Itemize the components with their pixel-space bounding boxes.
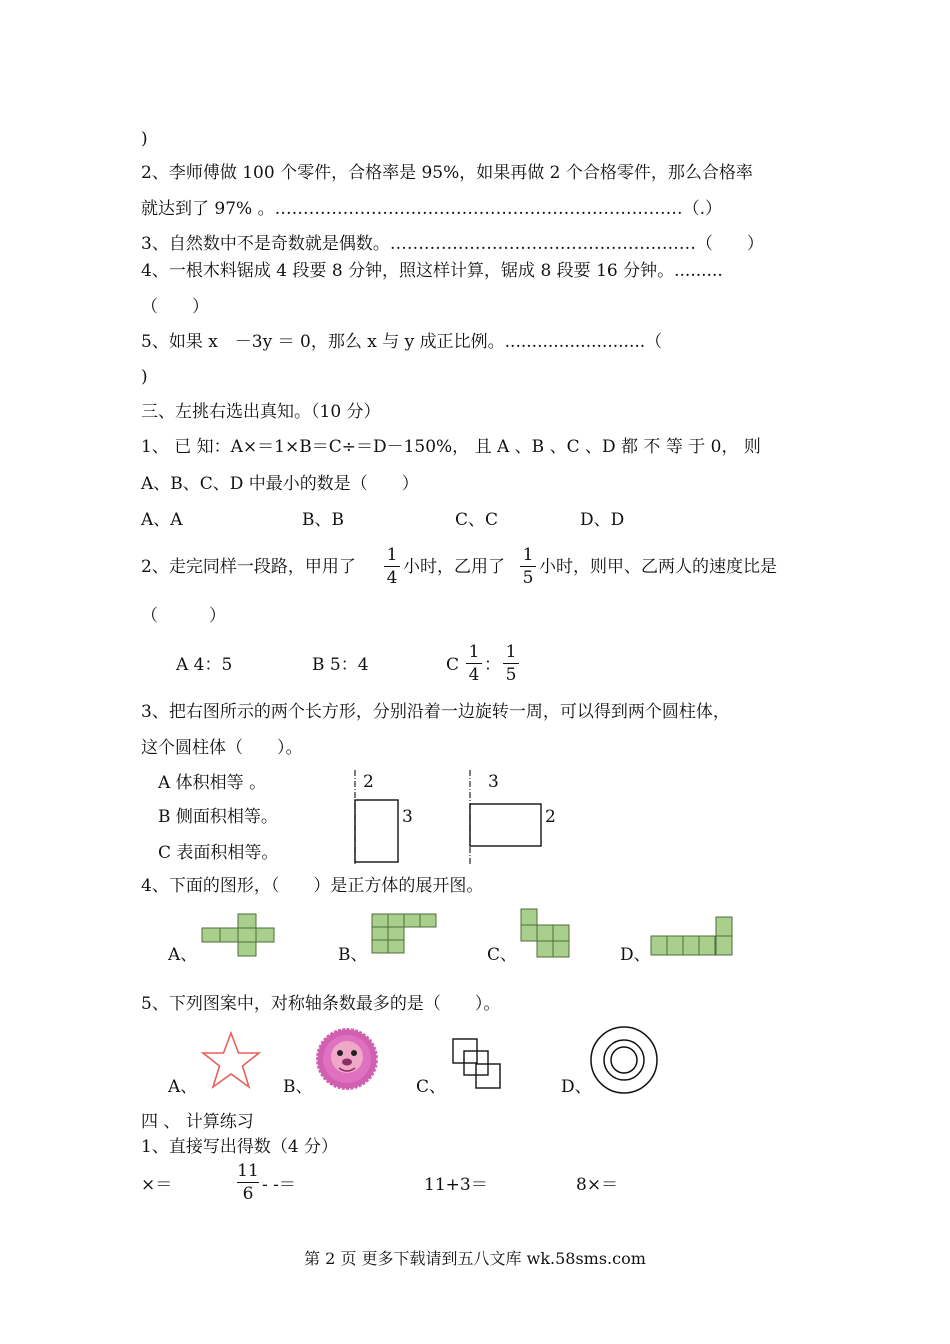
answer-blank: （ ） — [141, 606, 226, 626]
option-a: A 4：5 — [176, 655, 233, 675]
section-heading: 三、左挑右选出真知。（10 分） — [141, 402, 381, 422]
concentric-circles-icon — [588, 1026, 660, 1094]
fraction — [503, 642, 519, 685]
option-d: D、D — [580, 510, 625, 530]
fraction — [384, 545, 400, 588]
rectangles-figure — [350, 770, 560, 870]
page-footer: 第 2 页 更多下载请到五八文库 wk.58sms.com — [304, 1249, 646, 1268]
fraction-numerator: 1 — [468, 642, 480, 662]
question-4: 4、一根木料锯成 4 段要 8 分钟，照这样计算，锯成 8 段要 16 分钟。......... — [141, 261, 723, 281]
cube-net-c — [520, 908, 572, 958]
option-a: A、A — [141, 510, 183, 530]
fraction-bar — [520, 566, 536, 567]
option-b: B 5：4 — [312, 655, 369, 675]
s3-question-3-cont: 这个圆柱体（ ）。 — [141, 738, 303, 758]
option-d: D、 — [561, 1077, 592, 1097]
dimension-label: 2 — [363, 772, 374, 792]
s3-question-4: 4、下面的图形，（ ）是正方体的展开图。 — [141, 876, 484, 896]
dimension-label: 3 — [402, 807, 413, 827]
option-a: A、 — [168, 945, 198, 965]
option-c: C、 — [487, 945, 518, 965]
fraction-denominator: 5 — [505, 665, 517, 685]
fraction — [466, 642, 482, 685]
colon: ： — [484, 655, 501, 675]
cube-net-d — [650, 916, 734, 958]
fraction — [237, 1161, 259, 1204]
fraction-numerator: 1 — [505, 642, 517, 662]
fraction-bar — [237, 1182, 259, 1183]
fraction — [520, 545, 536, 588]
question-5: 5、如果 x －3y ＝ 0，那么 x 与 y 成正比例。..........................（ — [141, 332, 663, 352]
lion-icon — [314, 1027, 380, 1091]
option-c: C 表面积相等。 — [158, 843, 279, 863]
option-b: B、B — [302, 510, 344, 530]
fraction-bar — [503, 663, 519, 664]
squares-icon — [451, 1037, 503, 1091]
fraction-bar — [384, 566, 400, 567]
rectangle-wide — [470, 804, 541, 846]
dimension-label: 3 — [488, 772, 499, 792]
s4-subheading: 1、直接写出得数（4 分） — [141, 1137, 339, 1157]
text-line: ) — [141, 129, 148, 149]
s3-question-1: 1、 已 知：A×＝1×B＝C÷＝D－150%， 且 A 、B 、C 、D 都 不 等 于 0， 则 — [141, 437, 761, 457]
option-d: D、 — [620, 945, 651, 965]
s3-question-1-cont: A、B、C、D 中最小的数是（ ） — [141, 474, 419, 494]
rectangle-tall — [355, 800, 398, 862]
s3-question-2-prefix: 2、走完同样一段路，甲用了 — [141, 557, 356, 577]
question-3: 3、自然数中不是奇数就是偶数。………………………………………………（ ） — [141, 234, 764, 254]
text-line: ) — [141, 367, 148, 387]
fraction-numerator: 11 — [237, 1161, 259, 1181]
star-icon — [199, 1031, 263, 1091]
option-c: C — [446, 655, 460, 675]
exercise-2: - -＝ — [262, 1175, 296, 1195]
answer-blank: （ ） — [141, 297, 209, 317]
s3-question-3: 3、把右图所示的两个长方形，分别沿着一边旋转一周，可以得到两个圆柱体， — [141, 702, 730, 722]
option-a: A、 — [168, 1077, 198, 1097]
s3-question-2-suffix: 小时，则甲、乙两人的速度比是 — [539, 557, 777, 577]
fraction-bar — [466, 663, 482, 664]
s3-question-2-mid: 小时，乙用了 — [403, 557, 505, 577]
fraction-numerator: 1 — [522, 545, 534, 565]
option-c: C、 — [416, 1077, 447, 1097]
exercise-1: ×＝ — [141, 1175, 173, 1195]
cube-net-b — [371, 913, 437, 955]
cube-net-a — [201, 913, 277, 958]
option-b: B、 — [338, 945, 368, 965]
fraction-denominator: 4 — [386, 568, 398, 588]
exercise-3: 11+3＝ — [424, 1175, 488, 1195]
option-b: B 侧面积相等。 — [158, 807, 278, 827]
question-2-cont: 就达到了 97% 。………………………………………………………………（.） — [141, 199, 722, 219]
dimension-label: 2 — [545, 807, 556, 827]
exercise-4: 8×＝ — [576, 1175, 619, 1195]
section-heading: 四 、 计算练习 — [141, 1112, 254, 1132]
s3-question-5: 5、下列图案中，对称轴条数最多的是（ ）。 — [141, 994, 501, 1014]
option-c: C、C — [455, 510, 499, 530]
question-2: 2、李师傅做 100 个零件，合格率是 95%，如果再做 2 个合格零件，那么合格率 — [141, 163, 753, 183]
option-b: B、 — [283, 1077, 313, 1097]
fraction-denominator: 4 — [468, 665, 480, 685]
fraction-numerator: 1 — [386, 545, 398, 565]
fraction-denominator: 5 — [522, 568, 534, 588]
fraction-denominator: 6 — [242, 1184, 254, 1204]
option-a: A 体积相等 。 — [158, 773, 267, 793]
